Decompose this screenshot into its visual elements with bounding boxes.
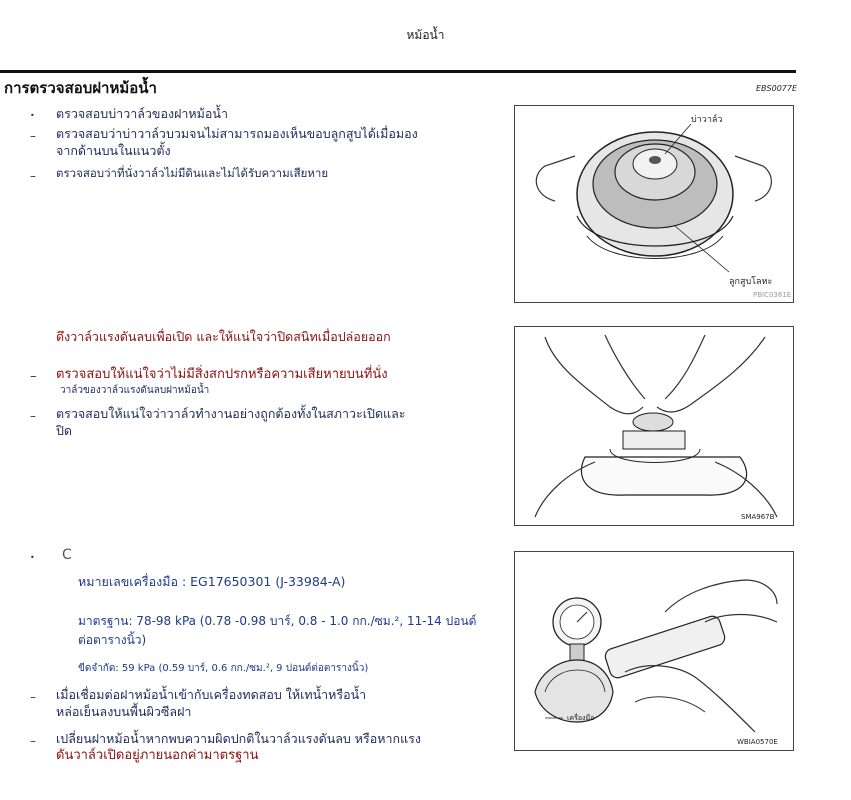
bullet-dot: • xyxy=(30,111,35,120)
block2-item-1: ดึงวาล์วแรงดันลบเพื่อเปิด และให้แน่ใจว่าปิดสนิทเมื่อปล่อยออก xyxy=(56,329,391,344)
block3-item-2: เปลี่ยนฝาหม้อน้ำหากพบความผิดปกติในวาล์วแรงดันลบ หรือหากแรง xyxy=(56,731,421,746)
page-header-title: หม้อน้ำ xyxy=(406,28,445,42)
tool-number: หมายเลขเครื่องมือ : EG17650301 (J-33984-A) xyxy=(78,574,346,589)
cap-tester-figure xyxy=(514,551,794,751)
metal-piston-label: ลูกสูบโลหะ xyxy=(729,277,773,287)
radiator-cap-figure xyxy=(514,105,794,303)
figure-code: PBIC0361E xyxy=(753,291,792,299)
section-divider xyxy=(0,70,796,73)
figure-code: SMA967B xyxy=(741,513,775,521)
block2-item-3: ตรวจสอบให้แน่ใจว่าวาล์วทำงานอย่างถูกต้องทั้งในสภาวะเปิดและ xyxy=(56,406,406,421)
bullet-dash: – xyxy=(30,169,36,183)
section-title: การตรวจสอบฝาหม้อน้ำ xyxy=(4,79,157,97)
block2-item-3-cont: ปิด xyxy=(56,423,73,438)
standard-value: มาตรฐาน: 78-98 kPa (0.78 -0.98 บาร์, 0.8 - 1.0 กก./ซม.², 11-14 ปอนด์ xyxy=(78,614,477,628)
standard-value-cont: ต่อตารางนิ้ว) xyxy=(78,633,147,647)
block1-item-2: ตรวจสอบว่าบ่าวาล์วบวมจนไม่สามารถมองเห็นขอบลูกสูบได้เมื่อมอง xyxy=(56,126,418,141)
bullet-dash: – xyxy=(30,690,36,704)
block1-item-3: ตรวจสอบว่าที่นั่งวาล์วไม่มีดินและไม่ได้รับความเสียหาย xyxy=(56,166,329,180)
figure-code: WBIA0570E xyxy=(737,738,778,746)
block3-item-2-cont: ดันวาล์วเปิดอยู่ภายนอกค่ามาตรฐาน xyxy=(56,748,259,763)
block2-item-2-cont: วาล์วของวาล์วแรงดันลบฝาหม้อน้ำ xyxy=(60,385,210,396)
section-code: EBS0077E xyxy=(756,84,798,93)
block2-item-2: ตรวจสอบให้แน่ใจว่าไม่มีสิ่งสกปรกหรือความเสียหายบนที่นั่ง xyxy=(56,367,388,382)
bullet-dot: • xyxy=(30,553,35,562)
tool-label: เครื่องมือ xyxy=(567,714,595,722)
bullet-dash: – xyxy=(30,734,36,748)
block3-item-1-cont: หล่อเย็นลงบนพื้นผิวซีลฝา xyxy=(56,704,192,719)
valve-seat-label: บ่าวาล์ว xyxy=(691,115,723,125)
limit-value: ขีดจำกัด: 59 kPa (0.59 บาร์, 0.6 กก./ซม.², 9 ปอนด์ต่อตารางนิ้ว) xyxy=(78,663,369,674)
vacuum-valve-figure xyxy=(514,326,794,526)
block3-lead: C xyxy=(62,547,72,563)
block1-item-2-cont: จากด้านบนในแนวตั้ง xyxy=(56,143,171,158)
block1-item-1: ตรวจสอบบ่าวาล์วของฝาหม้อน้ำ xyxy=(56,106,228,121)
block3-item-1: เมื่อเชื่อมต่อฝาหม้อน้ำเข้ากับเครื่องทดสอบ ให้เทน้ำหรือน้ำ xyxy=(56,687,367,702)
bullet-dash: – xyxy=(30,129,36,143)
bullet-dash: – xyxy=(30,369,37,384)
bullet-dash: – xyxy=(30,409,36,423)
